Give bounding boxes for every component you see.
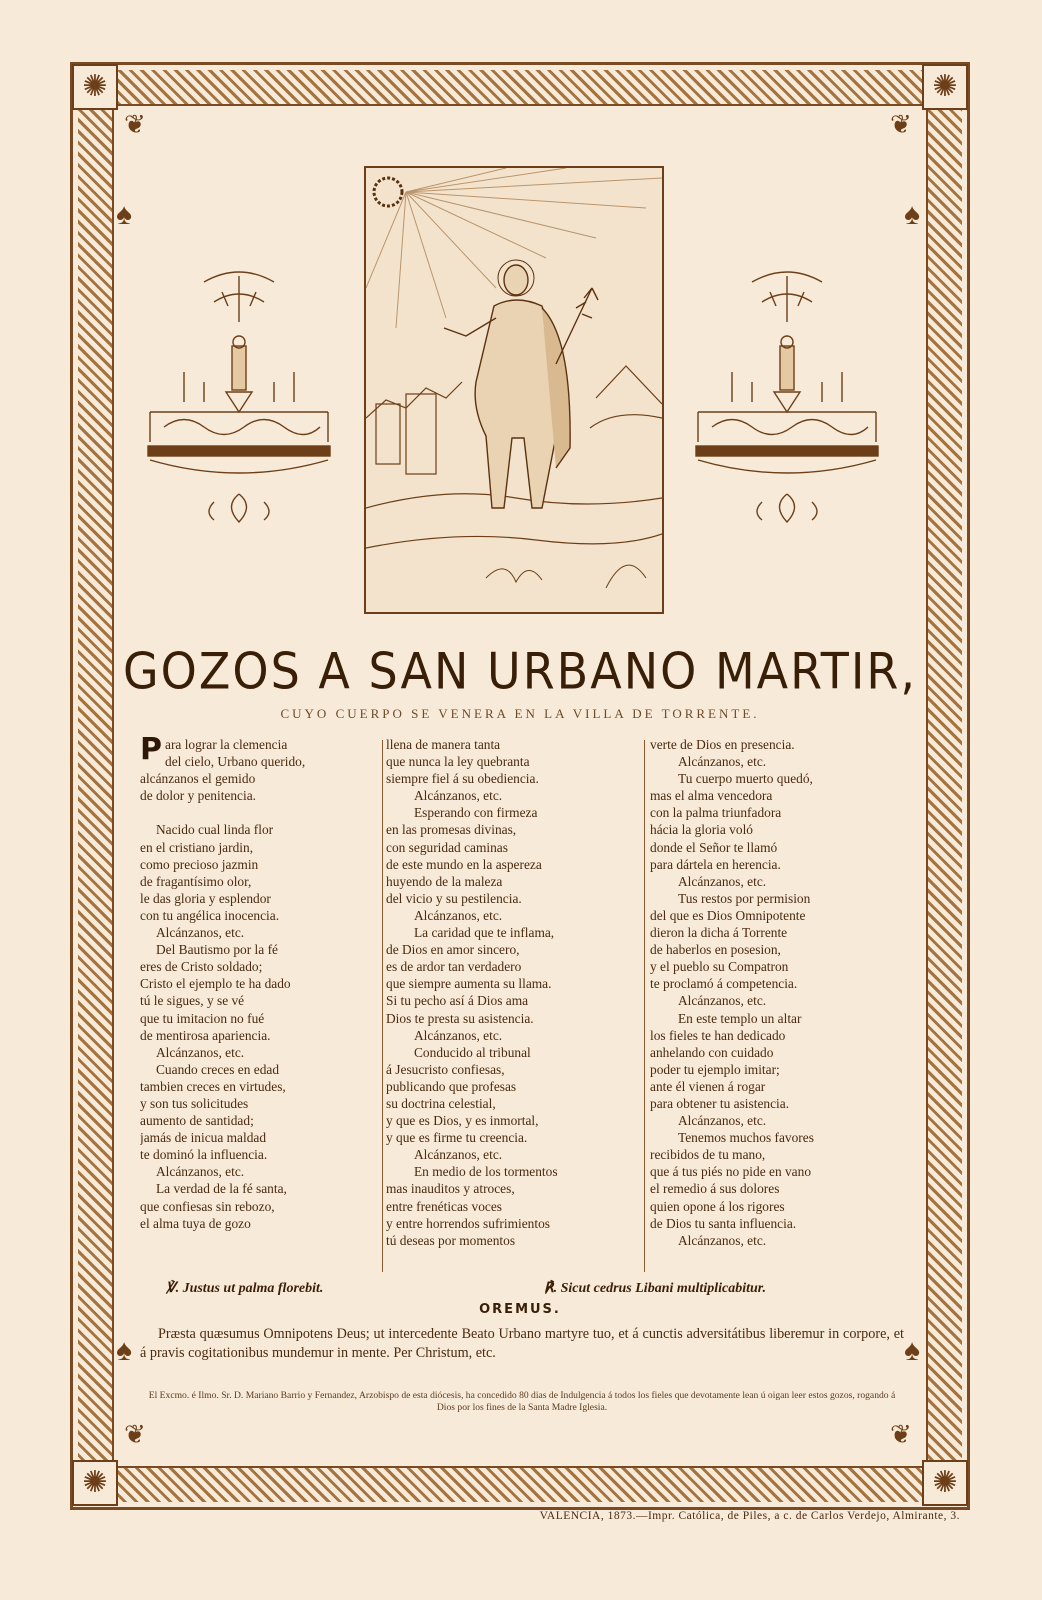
pendant-drop-icon: ♠ [116,198,132,231]
verse-line: Dios te presta su asistencia. [386,1010,534,1026]
fleur-flourish-icon: ❦ [124,110,146,139]
verse-line: y son tus solicitudes [140,1095,249,1111]
verse-line: Esperando con firmeza [414,805,538,821]
verse-line: Cuando creces en edad [156,1061,280,1077]
pendant-drop-icon: ♠ [116,1334,132,1367]
verse-line: de haberlos en posesion, [650,942,781,958]
verse-line: tú deseas por momentos [386,1232,516,1248]
verse-line: Tus restos por permision [678,890,811,906]
verse-line: En este templo un altar [678,1010,802,1026]
verse-line: el remedio á sus dolores [650,1181,780,1197]
verse-line: entre frenéticas voces [386,1198,502,1214]
verse-line: Alcánzanos, etc. [678,1232,767,1248]
verse-line: poder tu ejemplo imitar; [650,1061,780,1077]
verse-line: La verdad de la fé santa, [156,1181,287,1197]
fleur-flourish-icon: ❦ [890,1420,912,1449]
corner-rosette-icon: ✺ [72,1460,118,1506]
verse-line: huyendo de la maleza [386,873,503,889]
verse-line: anhelando con cuidado [650,1044,774,1060]
page-title: GOZOS A SAN URBANO MARTIR, [123,641,917,701]
verse-line: y entre horrendos sufrimientos [386,1215,550,1231]
verse-column-1 [140,736,390,1232]
verse-line: Alcánzanos, etc. [678,754,767,770]
saint-engraving [364,166,664,614]
verse-line: tambien creces en virtudes, [140,1078,286,1094]
verse-line: el alma tuya de gozo [140,1215,251,1231]
verse-line: de Dios tu santa influencia. [650,1215,797,1231]
verse-line: Alcánzanos, etc. [156,1164,245,1180]
verse-line: de este mundo en la aspereza [386,856,542,872]
verse-line: quien opone á los rigores [650,1198,785,1214]
corner-rosette-icon: ✺ [72,64,118,110]
verse-line: te proclamó á competencia. [650,976,798,992]
verse-line: mas el alma vencedora [650,788,773,804]
verse-line: en el cristiano jardin, [140,839,254,855]
verse-column-3 [650,736,910,1249]
verse-line: Alcánzanos, etc. [678,1113,767,1129]
pendant-drop-icon: ♠ [904,1334,920,1367]
verse-line: de Dios en amor sincero, [386,942,520,958]
verse-line: publicando que profesas [386,1078,517,1094]
verse-line: Alcánzanos, etc. [156,1044,245,1060]
altar-ornament-right [692,262,882,542]
verse-line: eres de Cristo soldado; [140,959,263,975]
verse-line: de mentirosa apariencia. [140,1027,271,1043]
drop-cap: P [140,736,162,767]
corner-rosette-icon: ✺ [922,64,968,110]
verse-line: del vicio y su pestilencia. [386,890,522,906]
verse-line: tú le sigues, y se vé [140,993,245,1009]
verse-line: de fragantísimo olor, [140,873,252,889]
verse-line: donde el Señor te llamó [650,839,778,855]
verse-line: con tu angélica inocencia. [140,907,280,923]
verse-line: y el pueblo su Compatron [650,959,789,975]
verse-line: que confiesas sin rebozo, [140,1198,275,1214]
verse-line: Cristo el ejemplo te ha dado [140,976,291,992]
prayer-text [140,1325,904,1362]
verse-line: Del Bautismo por la fé [156,942,278,958]
verse-line: que siempre aumenta su llama. [386,976,552,992]
indulgence-note: El Excmo. é Ilmo. Sr. D. Mariano Barrio y Fernandez, Arzobispo de esta diócesis, ha concedido 80 dias de Indulgencia á todos los fieles que devotamente lean ú oigan leer estos gozos, rogando á Dios por los fines de la Santa Madre Iglesia. [148,1390,896,1413]
verse-line: es de ardor tan verdadero [386,959,522,975]
verse-line: dieron la dicha á Torrente [650,925,788,941]
verse-line: que á tus piés no pide en vano [650,1164,812,1180]
prayer-body: Præsta quæsumus Omnipotens Deus; ut intercedente Beato Urbano martyre tuo, et á cunctis adversitátibus liberemur in corpore, et á pravis cogitationibus mundemur in mente. Per Christum, etc. [140,1326,904,1361]
verse-line: hácia la gloria voló [650,822,753,838]
verse-line: en las promesas divinas, [386,822,517,838]
oremus-heading: OREMUS. [479,1302,561,1317]
verse-line: jamás de inicua maldad [140,1130,267,1146]
verse-line: En medio de los tormentos [414,1164,558,1180]
verse-line: verte de Dios en presencia. [650,737,795,752]
verse-line: como precioso jazmin [140,856,259,872]
verse-line: para obtener tu asistencia. [650,1095,790,1111]
verse-line: Tenemos muchos favores [678,1130,814,1146]
verse-line: aumento de santidad; [140,1113,254,1129]
verse-line: ara lograr la clemencia [165,737,288,752]
verse-line: y que es Dios, y es inmortal, [386,1113,539,1129]
verse-line: los fieles te han dedicado [650,1027,786,1043]
response: ℟. Sicut cedrus Libani multiplicabitur. [544,1281,766,1296]
verse-line: La caridad que te inflama, [414,925,555,941]
verse-line: con la palma triunfadora [650,805,782,821]
column-divider [644,740,645,1272]
verse-line: Si tu pecho así á Dios ama [386,993,529,1009]
verse-line: Nacido cual linda flor [156,822,274,838]
corner-rosette-icon: ✺ [922,1460,968,1506]
verse-line: te dominó la influencia. [140,1147,268,1163]
verse-line: del cielo, Urbano querido, [165,754,306,770]
verse-line: Alcánzanos, etc. [414,907,503,923]
verse-column-2 [386,736,642,1249]
verse-line: que nunca la ley quebranta [386,754,530,770]
altar-ornament-left [144,262,334,542]
verse-line: del que es Dios Omnipotente [650,907,806,923]
verse-line: que tu imitacion no fué [140,1010,265,1026]
verse-line: para dártela en herencia. [650,856,781,872]
fleur-flourish-icon: ❦ [124,1420,146,1449]
verse-line: mas inauditos y atroces, [386,1181,515,1197]
verse-line: llena de manera tanta [386,737,501,752]
verse-line: Alcánzanos, etc. [156,925,245,941]
verse-line: su doctrina celestial, [386,1095,496,1111]
verse-line: Alcánzanos, etc. [414,1147,503,1163]
verse-line: Conducido al tribunal [414,1044,531,1060]
verse-line: Alcánzanos, etc. [678,873,767,889]
verse-line: con seguridad caminas [386,839,508,855]
versicle: ℣. Justus ut palma florebit. [166,1281,324,1296]
verse-line: le das gloria y esplendor [140,890,271,906]
verse-line: Alcánzanos, etc. [678,993,767,1009]
pendant-drop-icon: ♠ [904,198,920,231]
verse-line: Alcánzanos, etc. [414,1027,503,1043]
verse-line: de dolor y penitencia. [140,788,257,804]
page-subtitle: CUYO CUERPO SE VENERA EN LA VILLA DE TORRENTE. [280,706,760,721]
verse-line [140,804,390,821]
verse-line: alcánzanos el gemido [140,771,256,787]
verse-line: Alcánzanos, etc. [414,788,503,804]
verse-line: y que es firme tu creencia. [386,1130,528,1146]
verse-line: siempre fiel á su obediencia. [386,771,539,787]
verse-line: Tu cuerpo muerto quedó, [678,771,813,787]
fleur-flourish-icon: ❦ [890,110,912,139]
verse-line: ante él vienen á rogar [650,1078,766,1094]
verse-line: á Jesucristo confiesas, [386,1061,505,1077]
printer-imprint: VALENCIA, 1873.—Impr. Católica, de Piles, a c. de Carlos Verdejo, Almirante, 3. [539,1510,960,1522]
verse-line: recibidos de tu mano, [650,1147,766,1163]
